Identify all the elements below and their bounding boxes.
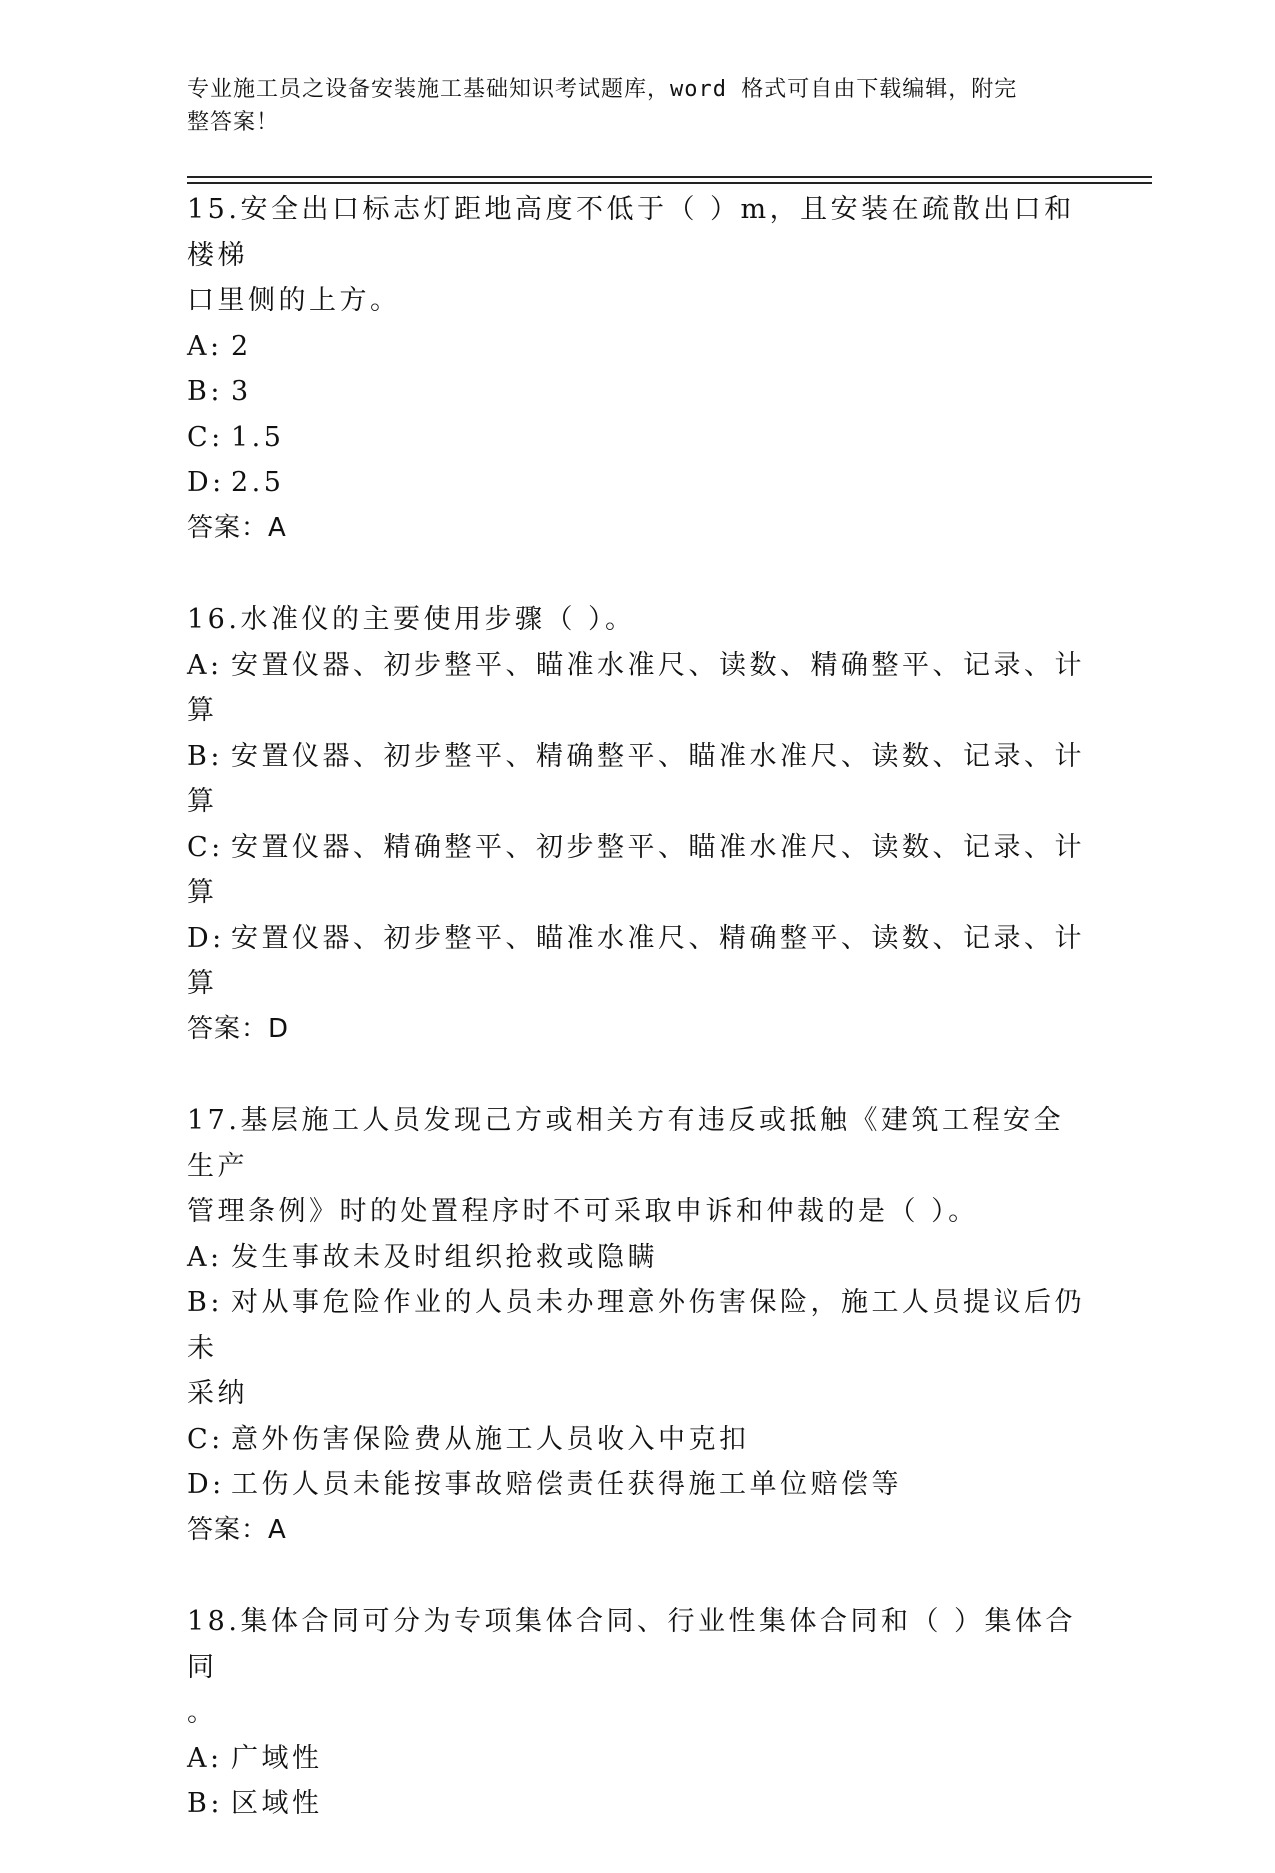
header-rule-bottom: [187, 182, 1152, 184]
header-line-1: 专业施工员之设备安装施工基础知识考试题库，word 格式可自由下载编辑，附完: [187, 77, 1018, 102]
option-key: B:: [187, 1788, 223, 1819]
option-key: B:: [187, 1287, 223, 1318]
option-text: 1.5: [231, 421, 285, 453]
question-list: [187, 187, 1087, 1873]
question-stem: [187, 187, 1087, 324]
option-d: [187, 916, 1087, 1007]
option-key: C:: [187, 1423, 224, 1455]
question-answer: 答案：D: [187, 1013, 290, 1044]
option-key: D:: [187, 1469, 225, 1500]
option-b: [187, 1781, 1087, 1827]
option-text: 安置仪器、初步整平、瞄准水准尺、读数、精确整平、记录、计算: [187, 649, 1085, 726]
question-answer: 答案：A: [187, 1514, 287, 1545]
option-text: 2.5: [231, 467, 285, 498]
stem-line: 18.集体合同可分为专项集体合同、行业性集体合同和（ ）集体合同: [187, 1606, 1077, 1683]
option-text: 2: [231, 330, 252, 362]
option-key: D:: [187, 922, 225, 954]
header-line-2: 整答案！: [187, 110, 280, 135]
question-18: [187, 1599, 1087, 1827]
option-c: [187, 825, 1087, 916]
option-d: [187, 1462, 1087, 1508]
option-c: [187, 415, 1087, 461]
option-text: 安置仪器、初步整平、瞄准水准尺、精确整平、读数、记录、计算: [187, 922, 1085, 999]
option-b: [187, 734, 1087, 825]
option-a: [187, 1235, 1087, 1281]
option-b: [187, 369, 1087, 415]
option-text: 安置仪器、精确整平、初步整平、瞄准水准尺、读数、记录、计算: [187, 831, 1085, 908]
option-key: B:: [187, 376, 223, 407]
question-17: [187, 1098, 1087, 1553]
option-key: C:: [187, 831, 224, 863]
option-key: D:: [187, 467, 225, 498]
option-b-continuation: 采纳: [187, 1378, 248, 1409]
stem-line: 17.基层施工人员发现己方或相关方有违反或抵触《建筑工程安全生产: [187, 1105, 1064, 1182]
stem-line: 15.安全出口标志灯距地高度不低于（ ）m，且安装在疏散出口和楼梯: [187, 194, 1075, 271]
stem-line: 口里侧的上方。: [187, 285, 401, 316]
option-b: [187, 1280, 1087, 1371]
question-stem: [187, 1599, 1087, 1736]
option-text: 发生事故未及时组织抢救或隐瞒: [231, 1241, 658, 1273]
question-stem: [187, 1098, 1087, 1235]
option-text: 3: [231, 376, 252, 407]
option-a: [187, 1736, 1087, 1782]
option-text: 安置仪器、初步整平、精确整平、瞄准水准尺、读数、记录、计算: [187, 740, 1085, 817]
stem-line: 16.水准仪的主要使用步骤（ ）。: [187, 604, 636, 635]
option-text: 区域性: [231, 1788, 323, 1819]
option-key: B:: [187, 740, 223, 772]
question-answer: 答案：A: [187, 512, 287, 543]
question-stem: [187, 597, 1087, 643]
option-text: 工伤人员未能按事故赔偿责任获得施工单位赔偿等: [231, 1469, 902, 1500]
document-header: [187, 73, 1067, 139]
option-key: A:: [187, 1742, 223, 1774]
option-a: [187, 324, 1087, 370]
option-d: [187, 460, 1087, 506]
option-key: C:: [187, 421, 224, 453]
option-text: 对从事危险作业的人员未办理意外伤害保险，施工人员提议后仍未: [187, 1287, 1085, 1364]
question-15: [187, 187, 1087, 551]
stem-line: 管理条例》时的处置程序时不可采取申诉和仲裁的是（ ）。: [187, 1196, 979, 1227]
stem-line: 。: [187, 1697, 218, 1728]
option-key: A:: [187, 330, 223, 362]
option-key: A:: [187, 1241, 223, 1273]
option-key: A:: [187, 649, 223, 681]
question-16: [187, 597, 1087, 1052]
option-text: 广域性: [231, 1742, 323, 1774]
header-rule-top: [187, 176, 1152, 178]
option-a: [187, 643, 1087, 734]
option-text: 意外伤害保险费从施工人员收入中克扣: [231, 1423, 750, 1455]
option-c: [187, 1417, 1087, 1463]
